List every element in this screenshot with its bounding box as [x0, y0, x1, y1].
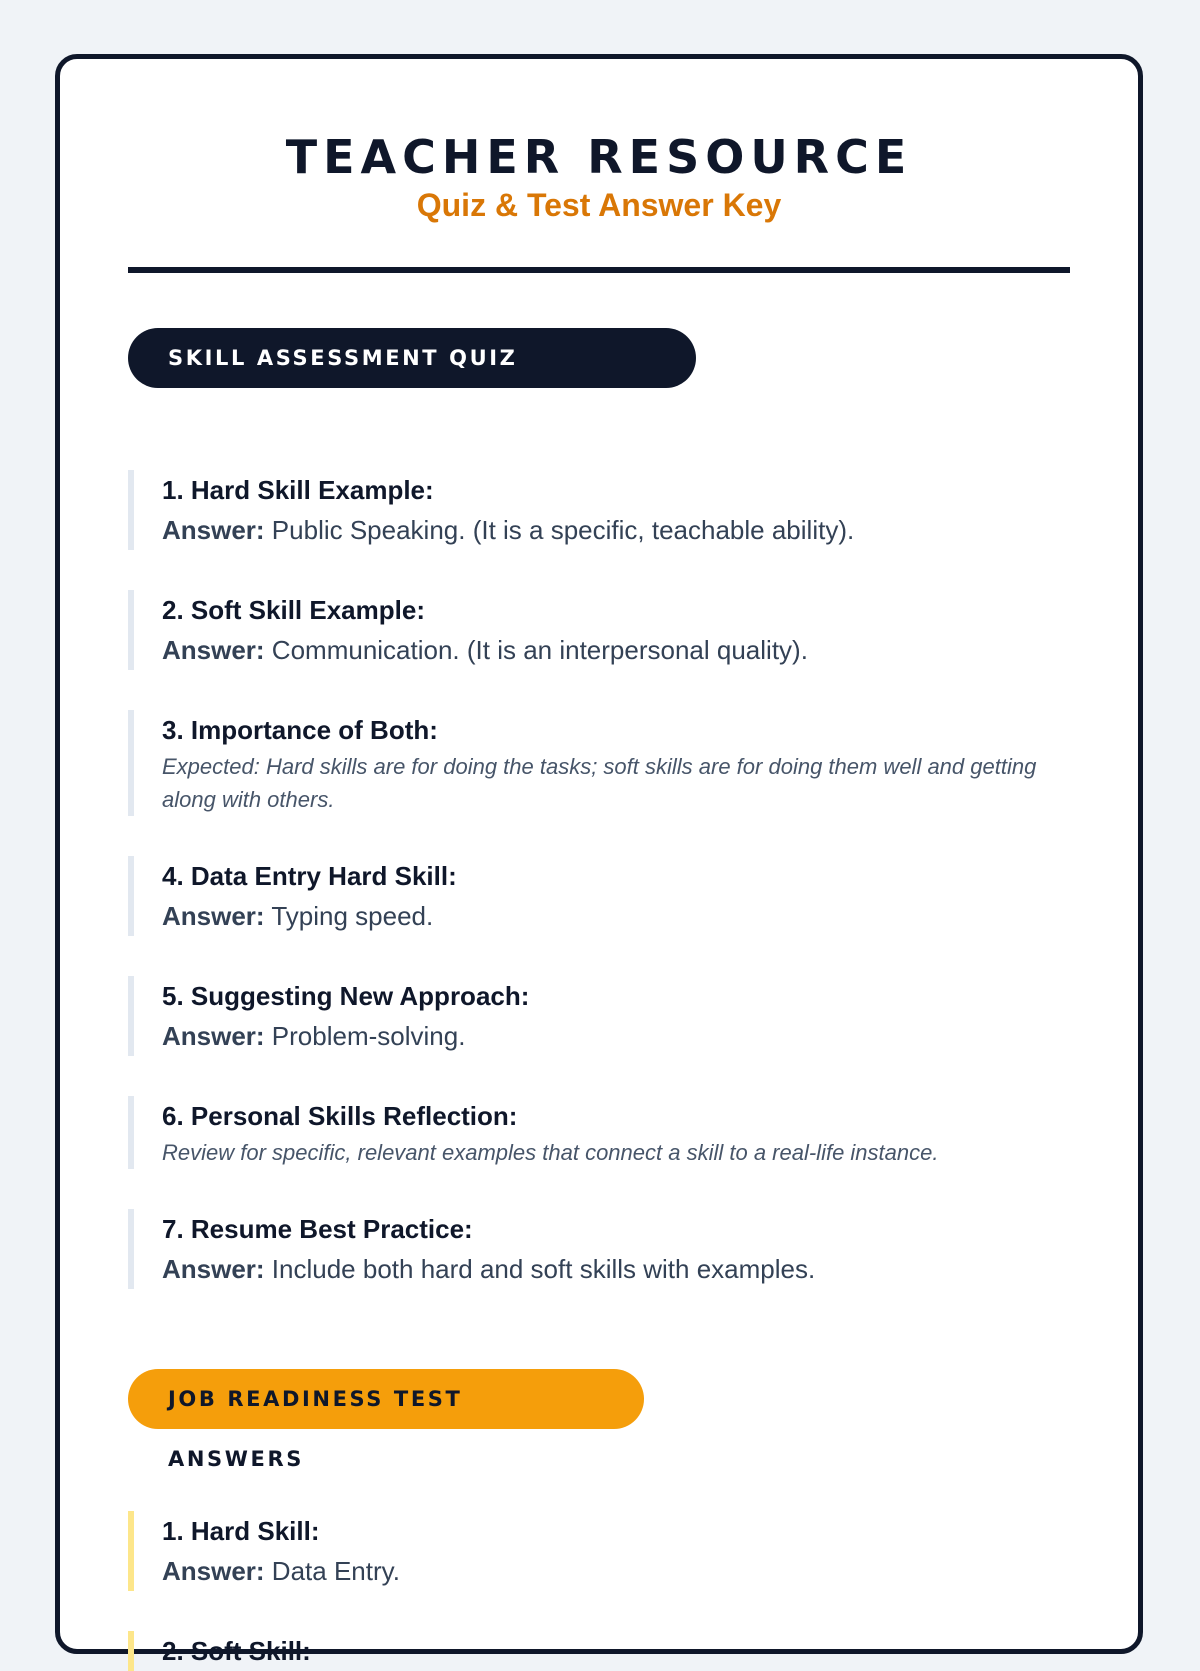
expected-answer-note: Expected: Hard skills are for doing the tasks; soft skills are for doing them well and getting along with others.: [162, 754, 1037, 812]
job-readiness-answers: [128, 1511, 1070, 1671]
question-text: 1. Hard Skill:: [162, 1516, 320, 1546]
answer-text: [162, 1249, 1070, 1289]
answer-value: Public Speaking. (It is a specific, teachable ability).: [264, 515, 855, 545]
answer-value: Include both hard and soft skills with examples.: [264, 1254, 816, 1284]
header-divider: [128, 267, 1070, 273]
answer-text: [162, 510, 1070, 550]
list-item: [128, 976, 1070, 1056]
answer-value: Problem-solving.: [264, 1021, 466, 1051]
question-text: 5. Suggesting New Approach:: [162, 981, 530, 1011]
answer-value: Data Entry.: [264, 1556, 400, 1586]
answer-value: Communication. (It is an interpersonal quality).: [264, 635, 808, 665]
answer-label: Answer:: [162, 1021, 265, 1051]
list-item: [128, 710, 1070, 816]
list-item: [128, 1511, 1070, 1591]
review-note: Review for specific, relevant examples that connect a skill to a real-life instance.: [162, 1140, 939, 1165]
page-title: TEACHER RESOURCE: [285, 130, 913, 184]
header: [128, 59, 1070, 225]
answer-label: Answer:: [162, 1254, 265, 1284]
list-item: [128, 1096, 1070, 1169]
list-item: [128, 856, 1070, 936]
list-item: [128, 470, 1070, 550]
answer-label: Answer:: [162, 515, 265, 545]
list-item: [128, 1631, 1070, 1671]
question-text: 1. Hard Skill Example:: [162, 475, 434, 505]
answer-key-card: [55, 54, 1143, 1666]
question-text: 7. Resume Best Practice:: [162, 1214, 473, 1244]
list-item: [128, 1209, 1070, 1289]
answer-label: Answer:: [162, 635, 265, 665]
question-text: 3. Importance of Both:: [162, 715, 438, 745]
question-text: 2. Soft Skill:: [162, 1636, 311, 1666]
answer-text: [162, 630, 1070, 670]
section-label-skill-assessment: SKILL ASSESSMENT QUIZ ANSWERS: [128, 328, 696, 388]
answer-text: [162, 1551, 1070, 1591]
answer-text: [162, 896, 1070, 936]
answer-label: Answer:: [162, 901, 265, 931]
list-item: [128, 590, 1070, 670]
page-subtitle: Quiz & Test Answer Key: [416, 187, 782, 223]
section-spacer: [128, 1329, 1070, 1369]
answer-text: [162, 1016, 1070, 1056]
section-label-job-readiness: JOB READINESS TEST ANSWERS: [128, 1369, 644, 1429]
answer-value: Typing speed.: [264, 901, 434, 931]
skill-assessment-answers: [128, 470, 1070, 1289]
answer-label: Answer:: [162, 1556, 265, 1586]
question-text: 4. Data Entry Hard Skill:: [162, 861, 457, 891]
question-text: 2. Soft Skill Example:: [162, 595, 425, 625]
question-text: 6. Personal Skills Reflection:: [162, 1101, 518, 1131]
